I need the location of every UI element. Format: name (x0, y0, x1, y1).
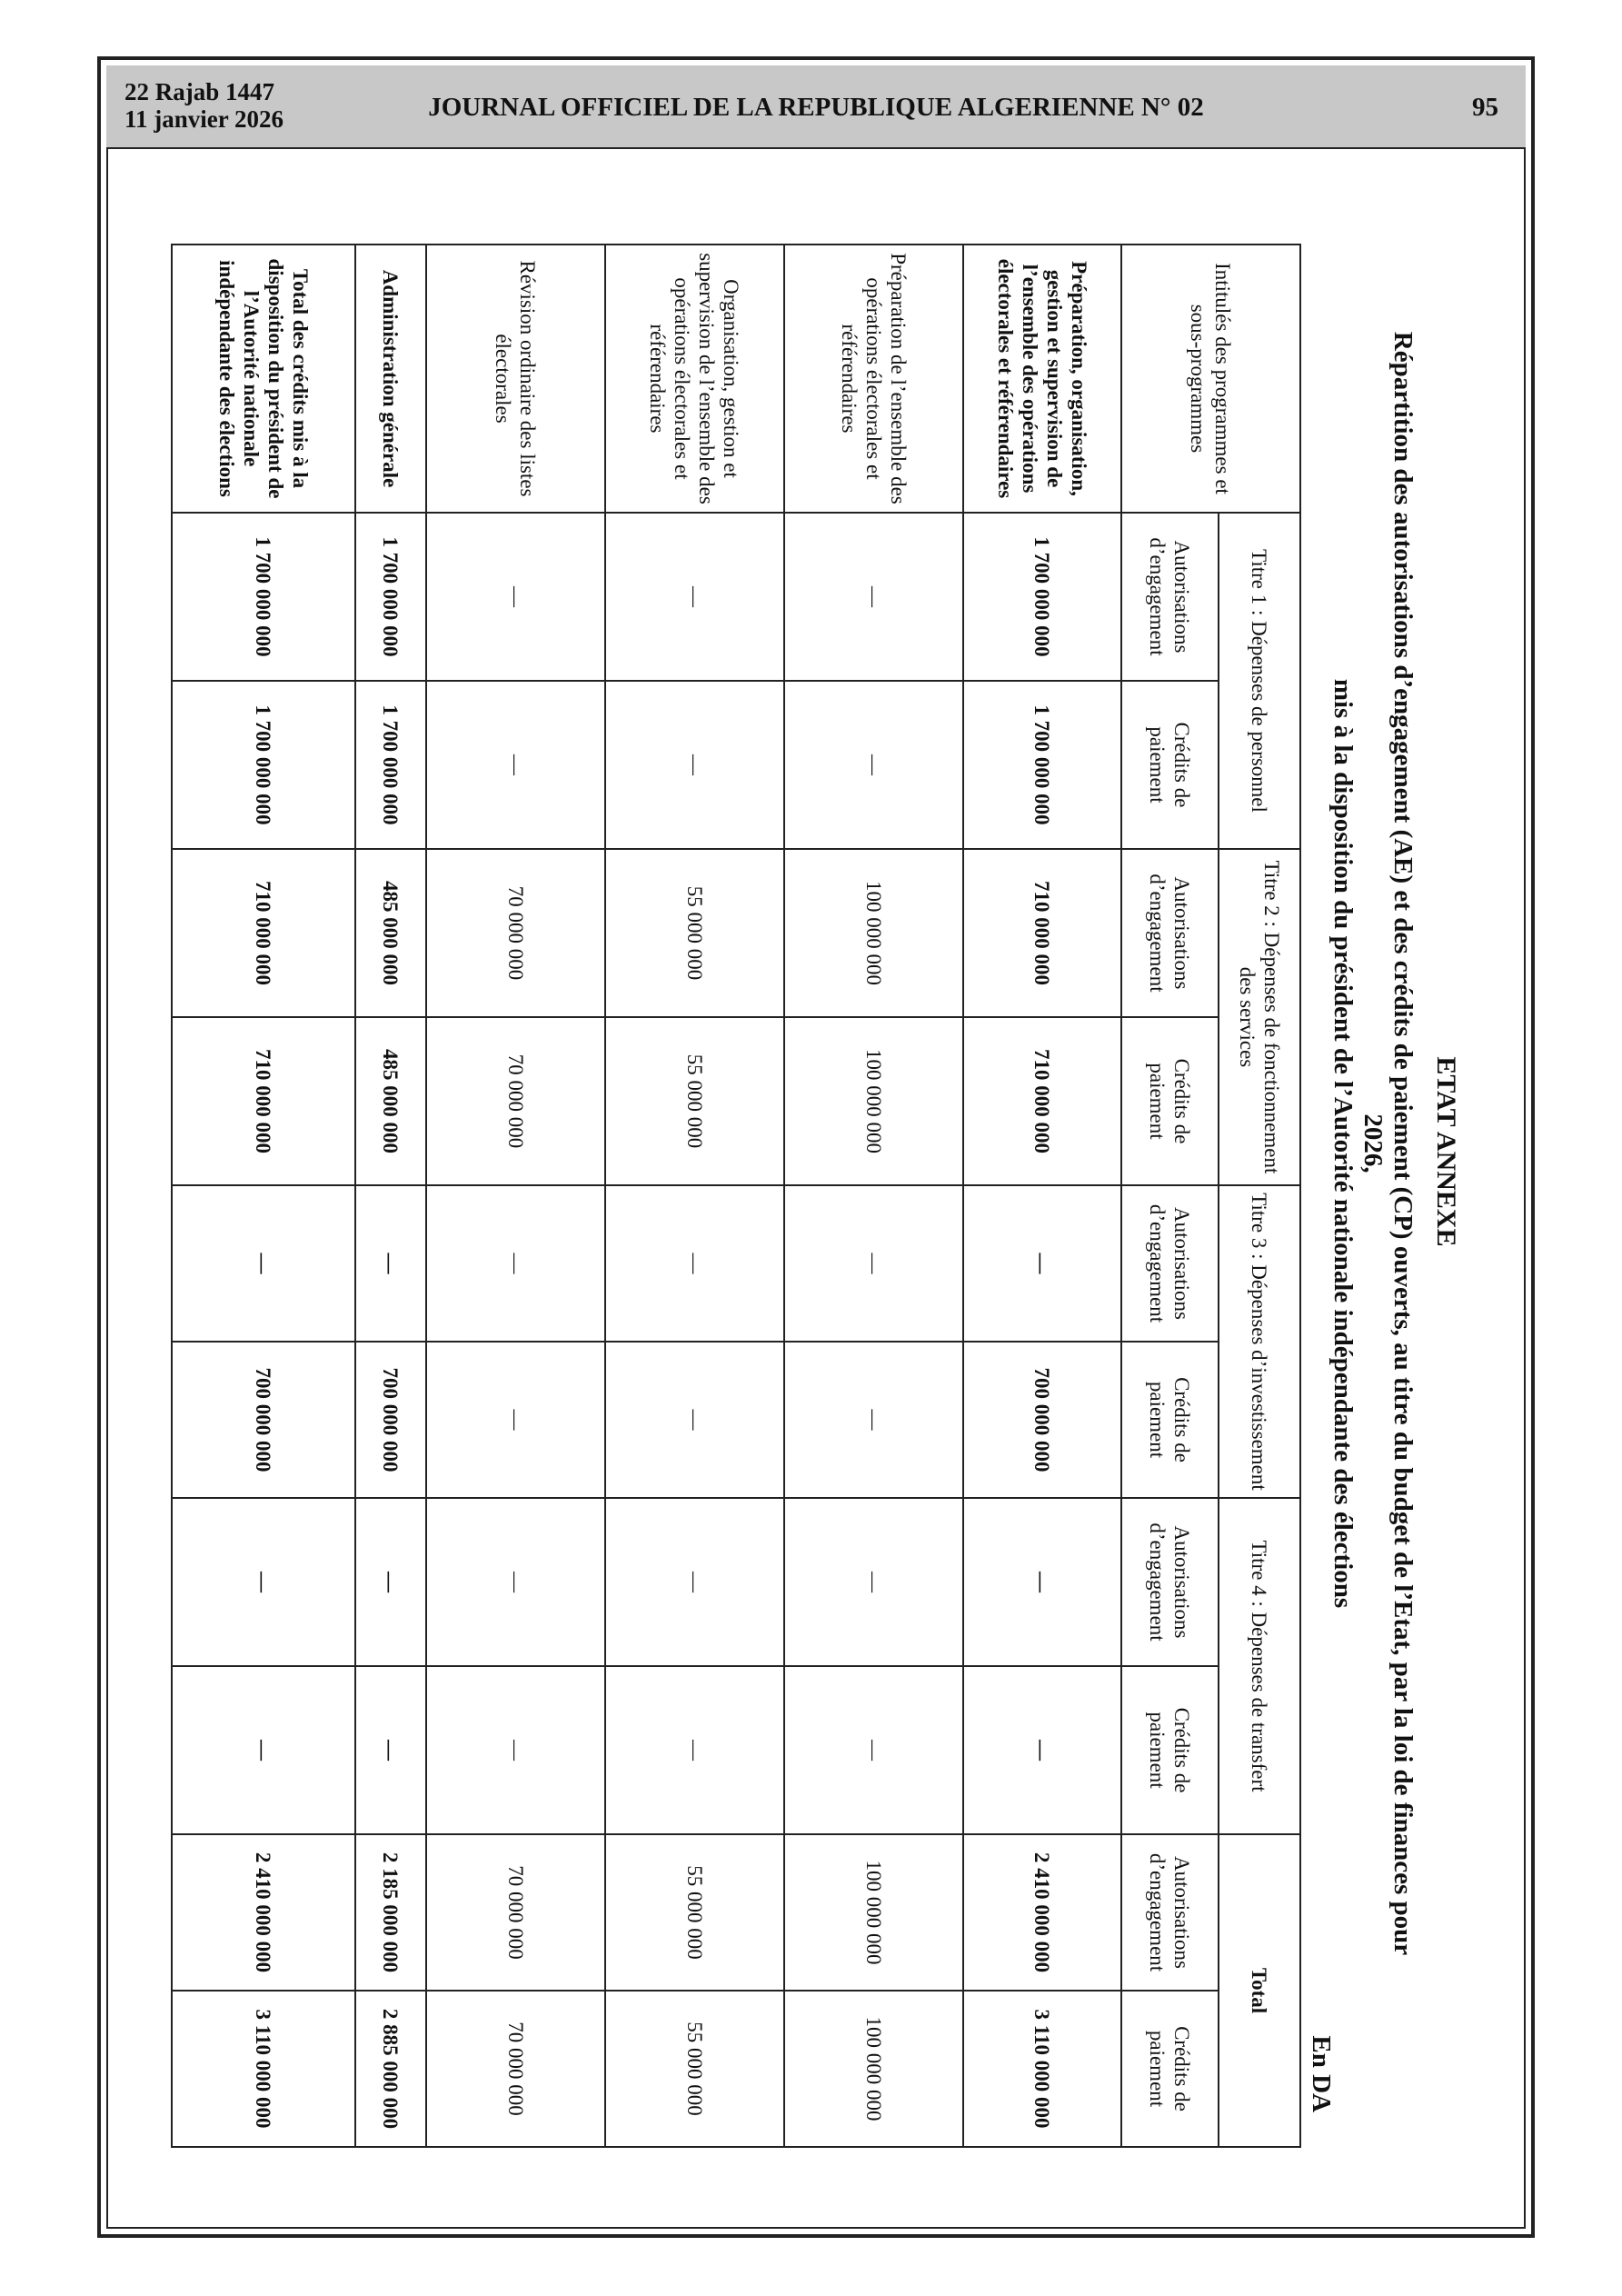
cell-total-cp: 100 000 000 (784, 1991, 963, 2147)
table-row-subprogram (784, 245, 963, 2147)
header-ae: Autorisations d’engagement (1121, 849, 1219, 1017)
cell-total-ae: 55 000 000 (605, 1834, 784, 1991)
cell-t3-cp: 700 000 000 (963, 1342, 1121, 1498)
cell-t4-ae: — (605, 1498, 784, 1666)
cell-t1-ae: — (784, 513, 963, 681)
cell-t3-ae: — (963, 1185, 1121, 1342)
cell-total-ae: 100 000 000 (784, 1834, 963, 1991)
cell-total-cp: 70 000 000 (426, 1991, 605, 2147)
subtitle-line-2: mis à la disposition du président de l’Autorité nationale indépendante des élections (1328, 678, 1358, 1609)
cell-t3-cp: 700 000 000 (355, 1342, 426, 1498)
header-cp: Crédits de paiement (1121, 1991, 1219, 2147)
budget-table (171, 244, 1301, 2148)
cell-t2-cp: 100 000 000 (784, 1017, 963, 1185)
cell-t2-cp: 55 000 000 (605, 1017, 784, 1185)
cell-t2-ae: 70 000 000 (426, 849, 605, 1017)
cell-t3-cp: — (426, 1342, 605, 1498)
cell-total-ae: 2 185 000 000 (355, 1834, 426, 1991)
cell-t4-ae: — (963, 1498, 1121, 1666)
cell-t2-ae: 710 000 000 (172, 849, 355, 1017)
row-label: Total des crédits mis à la disposition du président de l’Autorité nationale indépendante des élections (172, 245, 355, 513)
header-ae: Autorisations d’engagement (1121, 513, 1219, 681)
cell-t1-cp: 1 700 000 000 (172, 681, 355, 849)
cell-t1-cp: — (605, 681, 784, 849)
table-row-total (172, 245, 355, 2147)
subtitle-line-1: Répartition des autorisations d’engagement (AE) et des crédits de paiement (CP) ouverts, au titre du budget de l’Etat, par la loi de finances pour 2026, (1358, 331, 1418, 1956)
cell-t3-cp: 700 000 000 (172, 1342, 355, 1498)
cell-t4-cp: — (784, 1666, 963, 1834)
cell-t2-cp: 485 000 000 (355, 1017, 426, 1185)
cell-t3-ae: — (172, 1185, 355, 1342)
cell-t4-cp: — (426, 1666, 605, 1834)
cell-total-cp: 55 000 000 (605, 1991, 784, 2147)
header-date-hijri: 22 Rajab 1447 (124, 78, 275, 105)
cell-t3-ae: — (784, 1185, 963, 1342)
table-row-program (355, 245, 426, 2147)
row-label: Révision ordinaire des listes électorales (426, 245, 605, 513)
row-label: Préparation, organisation, gestion et supervision de l’ensemble des opérations électorales et référendaires (963, 245, 1121, 513)
header-titre-3: Titre 3 : Dépenses d’investissement (1219, 1185, 1300, 1498)
cell-t3-ae: — (355, 1185, 426, 1342)
cell-total-ae: 2 410 000 000 (963, 1834, 1121, 1991)
cell-t4-cp: — (605, 1666, 784, 1834)
header-date-gregorian: 11 janvier 2026 (124, 105, 284, 133)
cell-total-cp: 2 885 000 000 (355, 1991, 426, 2147)
cell-t4-cp: — (355, 1666, 426, 1834)
cell-t2-cp: 70 000 000 (426, 1017, 605, 1185)
cell-t1-ae: 1 700 000 000 (172, 513, 355, 681)
cell-t3-cp: — (784, 1342, 963, 1498)
header-cp: Crédits de paiement (1121, 1017, 1219, 1185)
cell-t3-ae: — (426, 1185, 605, 1342)
header-ae: Autorisations d’engagement (1121, 1834, 1219, 1991)
journal-title: JOURNAL OFFICIEL DE LA REPUBLIQUE ALGERIENNE N° 02 (428, 93, 1204, 122)
header-titre-2: Titre 2 : Dépenses de fonctionnement des services (1219, 849, 1300, 1185)
header-ae: Autorisations d’engagement (1121, 1185, 1219, 1342)
header-titre-4: Titre 4 : Dépenses de transfert (1219, 1498, 1300, 1834)
header-cp: Crédits de paiement (1121, 1666, 1219, 1834)
header-program-label: Intitulés des programmes et sous-programmes (1121, 245, 1300, 513)
table-row-subprogram (605, 245, 784, 2147)
page-number: 95 (1472, 93, 1498, 122)
cell-t1-cp: — (426, 681, 605, 849)
cell-t3-ae: — (605, 1185, 784, 1342)
cell-t2-ae: 100 000 000 (784, 849, 963, 1017)
currency-unit: En DA (1307, 2035, 1336, 2112)
cell-t1-ae: — (426, 513, 605, 681)
row-label: Administration générale (355, 245, 426, 513)
cell-t4-cp: — (963, 1666, 1121, 1834)
header-total: Total (1219, 1834, 1300, 2147)
cell-t1-cp: 1 700 000 000 (963, 681, 1121, 849)
row-label: Organisation, gestion et supervision de l’ensemble des opérations électorales et référendaires (605, 245, 784, 513)
annexe-title: ETAT ANNEXE (1431, 1056, 1461, 1247)
cell-total-cp: 3 110 000 000 (172, 1991, 355, 2147)
cell-t4-ae: — (355, 1498, 426, 1666)
row-label: Préparation de l’ensemble des opérations électorales et référendaires (784, 245, 963, 513)
header-cp: Crédits de paiement (1121, 1342, 1219, 1498)
annexe-subtitle (1328, 325, 1418, 1962)
cell-total-ae: 70 000 000 (426, 1834, 605, 1991)
cell-total-ae: 2 410 000 000 (172, 1834, 355, 1991)
cell-t2-ae: 55 000 000 (605, 849, 784, 1017)
rotated-content (141, 171, 1518, 2132)
cell-t4-ae: — (172, 1498, 355, 1666)
cell-t1-ae: — (605, 513, 784, 681)
cell-t2-ae: 485 000 000 (355, 849, 426, 1017)
cell-total-cp: 3 110 000 000 (963, 1991, 1121, 2147)
header-titre-1: Titre 1 : Dépenses de personnel (1219, 513, 1300, 849)
header-cp: Crédits de paiement (1121, 681, 1219, 849)
cell-t4-ae: — (784, 1498, 963, 1666)
cell-t2-ae: 710 000 000 (963, 849, 1121, 1017)
header-ae: Autorisations d’engagement (1121, 1498, 1219, 1666)
table-row-subprogram (426, 245, 605, 2147)
table-row-program (963, 245, 1121, 2147)
cell-t2-cp: 710 000 000 (963, 1017, 1121, 1185)
cell-t3-cp: — (605, 1342, 784, 1498)
cell-t1-ae: 1 700 000 000 (355, 513, 426, 681)
cell-t1-cp: — (784, 681, 963, 849)
journal-header (106, 65, 1526, 149)
cell-t1-cp: 1 700 000 000 (355, 681, 426, 849)
cell-t4-ae: — (426, 1498, 605, 1666)
cell-t1-ae: 1 700 000 000 (963, 513, 1121, 681)
cell-t2-cp: 710 000 000 (172, 1017, 355, 1185)
cell-t4-cp: — (172, 1666, 355, 1834)
